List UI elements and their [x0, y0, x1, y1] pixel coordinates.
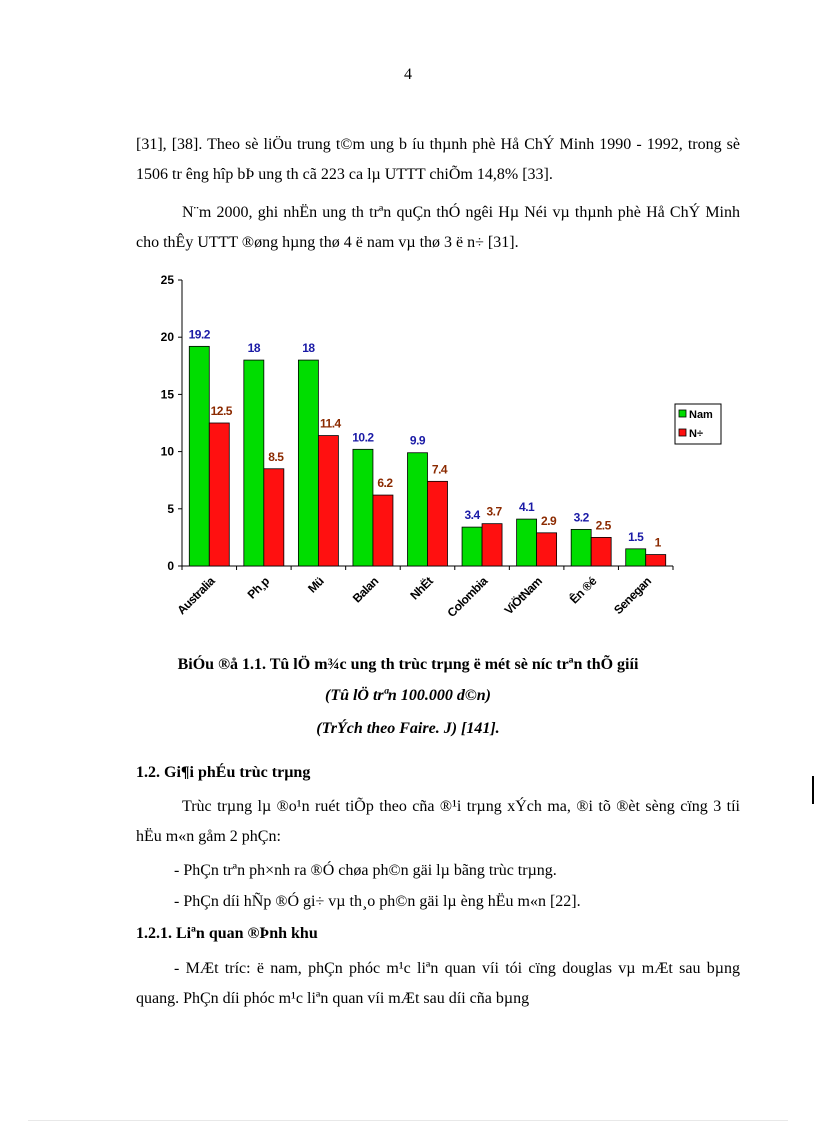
bar-nu	[373, 495, 393, 566]
bullet-lower-part: - PhÇn díi hÑp ®Ó gi÷ vµ th¸o ph©n gäi lµ èng hËu m«n [22].	[174, 893, 581, 910]
x-category-label: Senegan	[611, 574, 654, 618]
legend-label-nu: N÷	[689, 428, 703, 440]
x-category-label: Ên ®é	[566, 574, 600, 607]
bar-nam	[353, 449, 373, 566]
incidence-chart	[140, 268, 740, 638]
bar-nu	[537, 533, 557, 566]
data-label-nam: 9.9	[409, 433, 426, 448]
bar-nu	[591, 537, 611, 566]
bar-nam	[462, 527, 482, 566]
data-label-nu: 8.5	[268, 449, 284, 464]
data-label-nam: 3.4	[464, 508, 480, 523]
legend-label-nam: Nam	[689, 409, 713, 421]
page-bottom-rule	[28, 1120, 788, 1121]
bar-nu	[318, 436, 338, 566]
section-heading-1-2: 1.2. Gi¶i phÉu trùc trµng	[136, 764, 311, 781]
data-label-nu: 7.4	[431, 462, 448, 477]
bullet-upper-part: - PhÇn trªn ph×nh ra ®Ó chøa ph©n gäi lµ bãng trùc trµng.	[174, 862, 557, 879]
data-label-nam: 3.2	[573, 510, 589, 525]
margin-mark	[812, 776, 814, 804]
y-tick-label: 15	[160, 387, 174, 402]
incidence-bar-chart-svg	[140, 268, 740, 638]
data-label-nam: 4.1	[519, 500, 535, 515]
data-label-nam: 18	[302, 341, 315, 356]
y-tick-label: 20	[160, 330, 174, 345]
bar-nam	[626, 549, 646, 566]
section-heading-1-2-1: 1.2.1. Liªn quan ®Þnh khu	[136, 925, 318, 942]
bar-nam	[517, 519, 537, 566]
x-category-label: Balan	[349, 574, 382, 606]
legend-swatch-nam	[679, 410, 686, 417]
figure-caption-unit: (Tû lÖ trªn 100.000 d©n)	[324, 687, 491, 704]
data-label-nam: 18	[247, 341, 261, 356]
y-tick-label: 10	[160, 444, 174, 459]
paragraph-incidence-hcmc: [31], [38]. Theo sè liÖu trung t©m ung b íu thµnh phè Hå ChÝ Minh 1990 - 1992, trong sè 1506 tr êng hîp bÞ ung th cã 223 ca lµ UTTT chiÕm 14,8% [33].	[136, 136, 740, 183]
data-label-nam: 10.2	[352, 430, 374, 445]
bar-nam	[571, 529, 591, 566]
data-label-nu: 3.7	[486, 504, 502, 519]
bar-nam	[189, 346, 209, 566]
y-tick-label: 0	[167, 559, 174, 573]
paragraph-incidence-2000: N¨m 2000, ghi nhËn ung th trªn quÇn thÓ ngêi Hµ Néi vµ thµnh phè Hå ChÝ Minh cho thÊy UTTT ®øng hµng thø 4 ë nam vµ thø 3 ë n÷ [31].	[136, 204, 740, 251]
figure-caption-source: (TrÝch theo Faire. J) [141].	[316, 720, 500, 737]
data-label-nu: 6.2	[377, 476, 393, 491]
data-label-nu: 12.5	[210, 404, 232, 418]
data-label-nu: 11.4	[320, 416, 341, 431]
bar-nam	[408, 453, 428, 566]
legend-swatch-nu	[679, 429, 686, 436]
data-label-nu: 1	[654, 535, 661, 550]
bar-nu	[428, 481, 448, 566]
x-category-label: ViÖtNam	[501, 574, 545, 618]
y-tick-label: 5	[167, 501, 174, 516]
paragraph-anterior-relation: - MÆt tríc: ë nam, phÇn phóc m¹c liªn quan víi tói cïng douglas vµ mÆt sau bµng quang. PhÇn díi phóc m¹c liªn quan víi mÆt sau díi cña bµng	[136, 960, 740, 1007]
x-category-label: Colombia	[444, 574, 491, 620]
bar-nam	[244, 360, 264, 566]
data-label-nam: 1.5	[628, 529, 644, 544]
paragraph-rectum-anatomy: Trùc trµng lµ ®o¹n ruét tiÕp theo cña ®¹i trµng xÝch ma, ®i tõ ®èt sèng cïng 3 tíi hËu m«n gåm 2 phÇn:	[136, 798, 740, 845]
x-category-label: Mü	[305, 574, 327, 596]
bar-nu	[646, 555, 666, 566]
bar-nu	[482, 524, 502, 566]
data-label-nu: 2.5	[595, 518, 611, 533]
bar-nam	[298, 360, 318, 566]
figure-caption-title: BiÓu ®å 1.1. Tû lÖ m¾c ung th trùc trµng ë mét sè níc trªn thÕ giíi	[177, 656, 639, 673]
y-tick-label: 25	[160, 273, 174, 287]
x-category-label: Ph¸p	[244, 574, 272, 602]
data-label-nam: 19.2	[188, 327, 210, 342]
x-category-label: NhËt	[407, 574, 436, 603]
bar-nu	[209, 423, 229, 566]
data-label-nu: 2.9	[541, 513, 557, 528]
page-number: 4	[404, 66, 412, 83]
x-category-label: Australia	[174, 574, 218, 618]
bar-nu	[264, 469, 284, 566]
